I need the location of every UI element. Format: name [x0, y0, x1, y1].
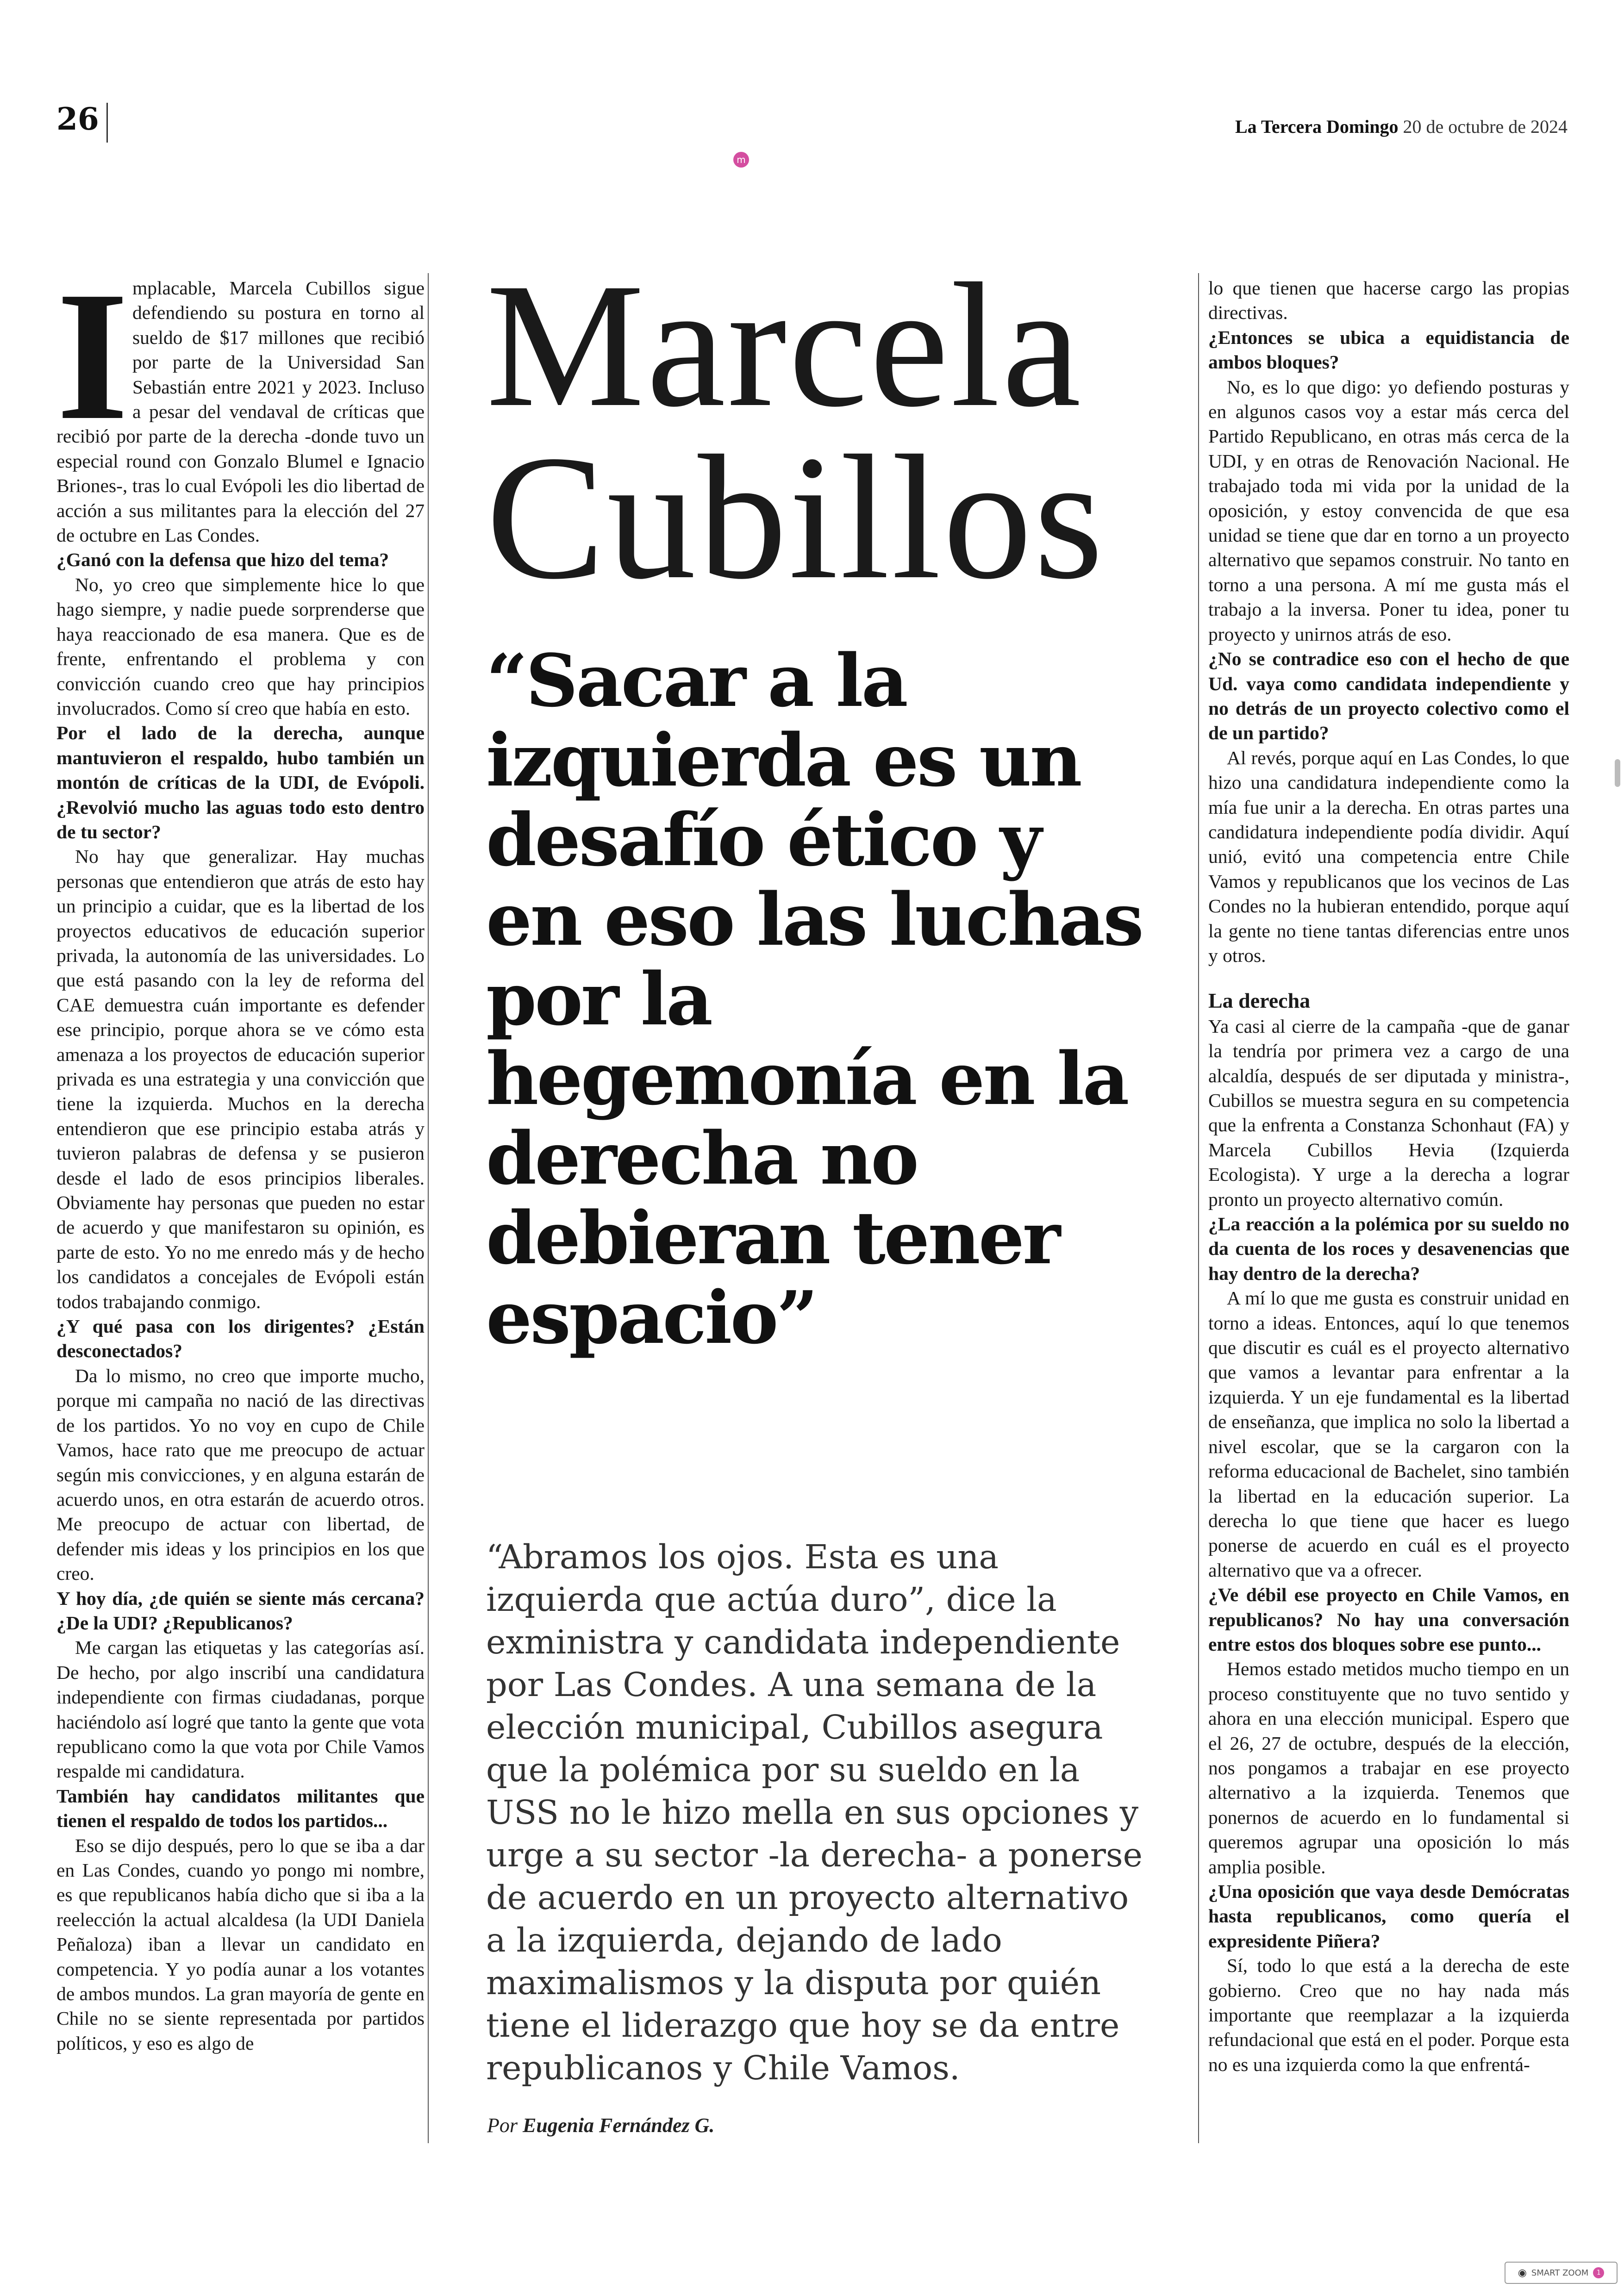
byline-prefix: Por — [487, 2114, 518, 2137]
smart-zoom-button[interactable] — [1505, 2262, 1618, 2284]
interview-question: ¿Ganó con la defensa que hizo del tema? — [56, 549, 389, 571]
right-column — [1208, 276, 1569, 2151]
interview-paragraph: Sí, todo lo que está a la derecha de este gobierno. Creo que no hay nada más importante que reemplazar a la izquierda refundacional que está en el poder. Porque esta no es una izquierda como la que enfrentá- — [1208, 1955, 1569, 2075]
interview-paragraph: lo que tienen que hacerse cargo las propias directivas. — [1208, 277, 1569, 324]
byline-author: Eugenia Fernández G. — [523, 2114, 715, 2137]
left-column — [56, 276, 425, 2151]
scrollbar-thumb[interactable] — [1615, 759, 1620, 787]
interview-paragraph: Eso se dijo después, pero lo que se iba a dar en Las Condes, cuando yo pongo mi nombre, es que republicanos había dicho que si iba a la reelección la actual alcaldesa (la UDI Daniela Peñaloza) iban a llevar un candidato en competencia. Y yo podía aunar a los votantes de ambos mundos. La gran mayoría de gente en Chile no se siente representada por partidos políticos, y eso es algo de — [56, 1834, 425, 2054]
publication-name: La Tercera Domingo — [1235, 116, 1399, 137]
interview-paragraph: No, yo creo que simplemente hice lo que hago siempre, y nadie puede sorprenderse que haya reaccionado de esa manera. Que es de frente, enfrentando el problema y con convicción cuando creo que hay principios involucrados. Como sí creo que había en esto. — [56, 574, 425, 719]
column-divider-right — [1198, 273, 1199, 2143]
interview-question: ¿No se contradice eso con el hecho de que Ud. vaya como candidata independiente y no detrás de un proyecto colectivo como el de un partido? — [1208, 648, 1569, 744]
magazine-marker-icon: m — [733, 152, 749, 168]
interview-paragraph: Implacable, Marcela Cubillos sigue defendiendo su postura en torno al sueldo de $17 millones que recibió por parte de la Universidad San Sebastián entre 2021 y 2023. Incluso a pesar del vendaval de críticas que recibió por parte de la derecha -donde tuvo un especial round con Gonzalo Blumel e Ignacio Briones-, tras lo cual Evópoli les dio libertad de acción a sus militantes para la elección del 27 de octubre en Las Condes. — [56, 276, 425, 546]
interview-question: ¿Y qué pasa con los dirigentes? ¿Están desconectados? — [56, 1316, 425, 1362]
smart-zoom-badge: 1 — [1593, 2267, 1604, 2278]
article-title — [486, 247, 1181, 616]
interview-question: ¿La reacción a la polémica por su sueldo no da cuenta de los roces y desavenencias que hay dentro de la derecha? — [1208, 1213, 1569, 1284]
interview-paragraph: Da lo mismo, no creo que importe mucho, porque mi campaña no nació de las directivas de los partidos. Yo no voy en cupo de Chile Vamos, hace rato que me preocupo de actuar según mis convicciones, y en alguna estarán de acuerdo unos, en otra estarán de acuerdo otros. Me preocupo de actuar con libertad, de defender mis ideas y los principios en los que creo. — [56, 1365, 425, 1584]
interview-paragraph: Ya casi al cierre de la campaña -que de ganar la tendría por primera vez a cargo de una alcaldía, después de ser diputada y ministra-, Cubillos se muestra segura en su competencia que la enfrenta a Constanza Schonhaut (FA) y Marcela Cubillos Hevia (Izquierda Ecologista). Y urge a la derecha a lograr pronto un proyecto alternativo común. — [1208, 1015, 1569, 1210]
eye-icon: ◉ — [1518, 2267, 1527, 2279]
interview-paragraph: No, es lo que digo: yo defiendo posturas y en algunos casos voy a estar más cerca del Partido Republicano, en otras más cerca de la UDI, y en otras de Renovación Nacional. He trabajado toda mi vida por la unidad de la oposición, y estoy convencida de que esa unidad se tiene que dar en torno a un proyecto alternativo que sepamos construir. No tanto en torno a una persona. A mí me gusta más el trabajo a la inversa. Poner tu idea, poner tu proyecto y unirnos atrás de eso. — [1208, 376, 1569, 645]
drop-cap: I — [56, 276, 129, 458]
left-column-text — [56, 276, 425, 2056]
interview-question: ¿Una oposición que vaya desde Demócratas hasta republicanos, como quería el expresidente Piñera? — [1208, 1881, 1569, 1952]
publication-date: 20 de octubre de 2024 — [1403, 116, 1568, 137]
column-divider-left — [428, 273, 429, 2143]
interview-paragraph: Me cargan las etiquetas y las categorías así. De hecho, por algo inscribí una candidatura independiente con firmas ciudadanas, porque haciéndolo así logré que tanto la gente que vota republicano como la que vota por Chile Vamos respalde mi candidatura. — [56, 1637, 425, 1782]
masthead-info — [1235, 116, 1568, 137]
title-last-name: Cubillos — [486, 419, 1106, 616]
interview-question: Por el lado de la derecha, aunque mantuvieron el respaldo, hubo también un montón de críticas de la UDI, de Evópoli. ¿Revolvió mucho las aguas todo esto dentro de tu sector? — [56, 722, 425, 842]
interview-question: Y hoy día, ¿de quién se siente más cercana? ¿De la UDI? ¿Republicanos? — [56, 1587, 425, 1634]
interview-question: ¿Ve débil ese proyecto en Chile Vamos, en republicanos? No hay una conversación entre estos dos bloques sobre ese punto... — [1208, 1584, 1569, 1655]
byline — [487, 2114, 714, 2137]
interview-paragraph: A mí lo que me gusta es construir unidad en torno a ideas. Entonces, aquí lo que tenemos que discutir es cuál es el proyecto alternativo que vamos a levantar para enfrentar a la izquierda. Y un eje fundamental es la libertad de enseñanza, que implica no solo la libertad a nivel escolar, que se la cargaron con la reforma educacional de Bachelet, sino también la libertad en la educación superior. La derecha lo que tiene que hacer es luego ponerse de acuerdo en cuál es el proyecto alternativo que va a ofrecer. — [1208, 1287, 1569, 1581]
interview-question: ¿Entonces se ubica a equidistancia de ambos bloques? — [1208, 326, 1569, 373]
interview-question: También hay candidatos militantes que tienen el respaldo de todos los partidos... — [56, 1785, 425, 1832]
title-first-name: Marcela — [486, 247, 1083, 444]
pull-quote: “Sacar a la izquierda es un desafío ético y en eso las luchas por la hegemonía en la derecha no debieran tener espacio” — [486, 638, 1142, 1360]
page-number-divider — [106, 103, 108, 143]
right-column-text — [1208, 276, 1569, 2077]
smart-zoom-label: SMART ZOOM — [1531, 2268, 1589, 2278]
interview-paragraph: No hay que generalizar. Hay muchas personas que entendieron que atrás de esto hay un principio a cuidar, que es la libertad de los proyectos educativos de educación superior privada, la autonomía de las universidades. Lo que está pasando con la ley de reforma del CAE demuestra cuán importante es defender ese principio, porque ahora se ve cómo esta amenaza a los proyectos de educación superior privada es una estrategia y una convicción que tiene la izquierda. Muchos en la derecha entendieron que ese principio estaba atrás y tuvieron palabras de defensa y se pusieron desde el lado de esos principios liberales. Obviamente hay personas que pueden no estar de acuerdo y que manifestaron su opinión, es parte de esto. Yo no me enredo más y de hecho los candidatos a concejales de Evópoli están todos trabajando conmigo. — [56, 846, 425, 1312]
section-subhead: La derecha — [1208, 989, 1311, 1013]
interview-paragraph: Hemos estado metidos mucho tiempo en un proceso constituyente que no tuvo sentido y ahora en una elección municipal. Espero que el 26, 27 de octubre, después de la elección, nos pongamos a trabajar en ese proyecto alternativo a la izquierda. Tenemos que ponernos de acuerdo en lo fundamental si queremos agrupar una oposición lo más amplia posible. — [1208, 1658, 1569, 1877]
article-intro: “Abramos los ojos. Esta es una izquierda que actúa duro”, dice la exministra y candidata independiente por Las Condes. A una semana de la elección municipal, Cubillos asegura que la polémica por su sueldo en la USS no le hizo mella en sus opciones y urge a su sector -la derecha- a ponerse de acuerdo en un proyecto alternativo a la izquierda, dejando de lado maximalismos y la disputa por quién tiene el liderazgo que hoy se da entre republicanos y Chile Vamos. — [486, 1538, 1143, 2087]
page-number: 26 — [56, 101, 99, 137]
interview-paragraph: Al revés, porque aquí en Las Condes, lo que hizo una candidatura independiente como la mía fue unir a la derecha. En otras partes una candidatura independiente podía dividir. Aquí unió, evitó una competencia entre Chile Vamos y republicanos que los vecinos de Las Condes no la hubieran entendido, porque aquí la gente no tiene tantas diferencias entre unos y otros. — [1208, 747, 1569, 966]
